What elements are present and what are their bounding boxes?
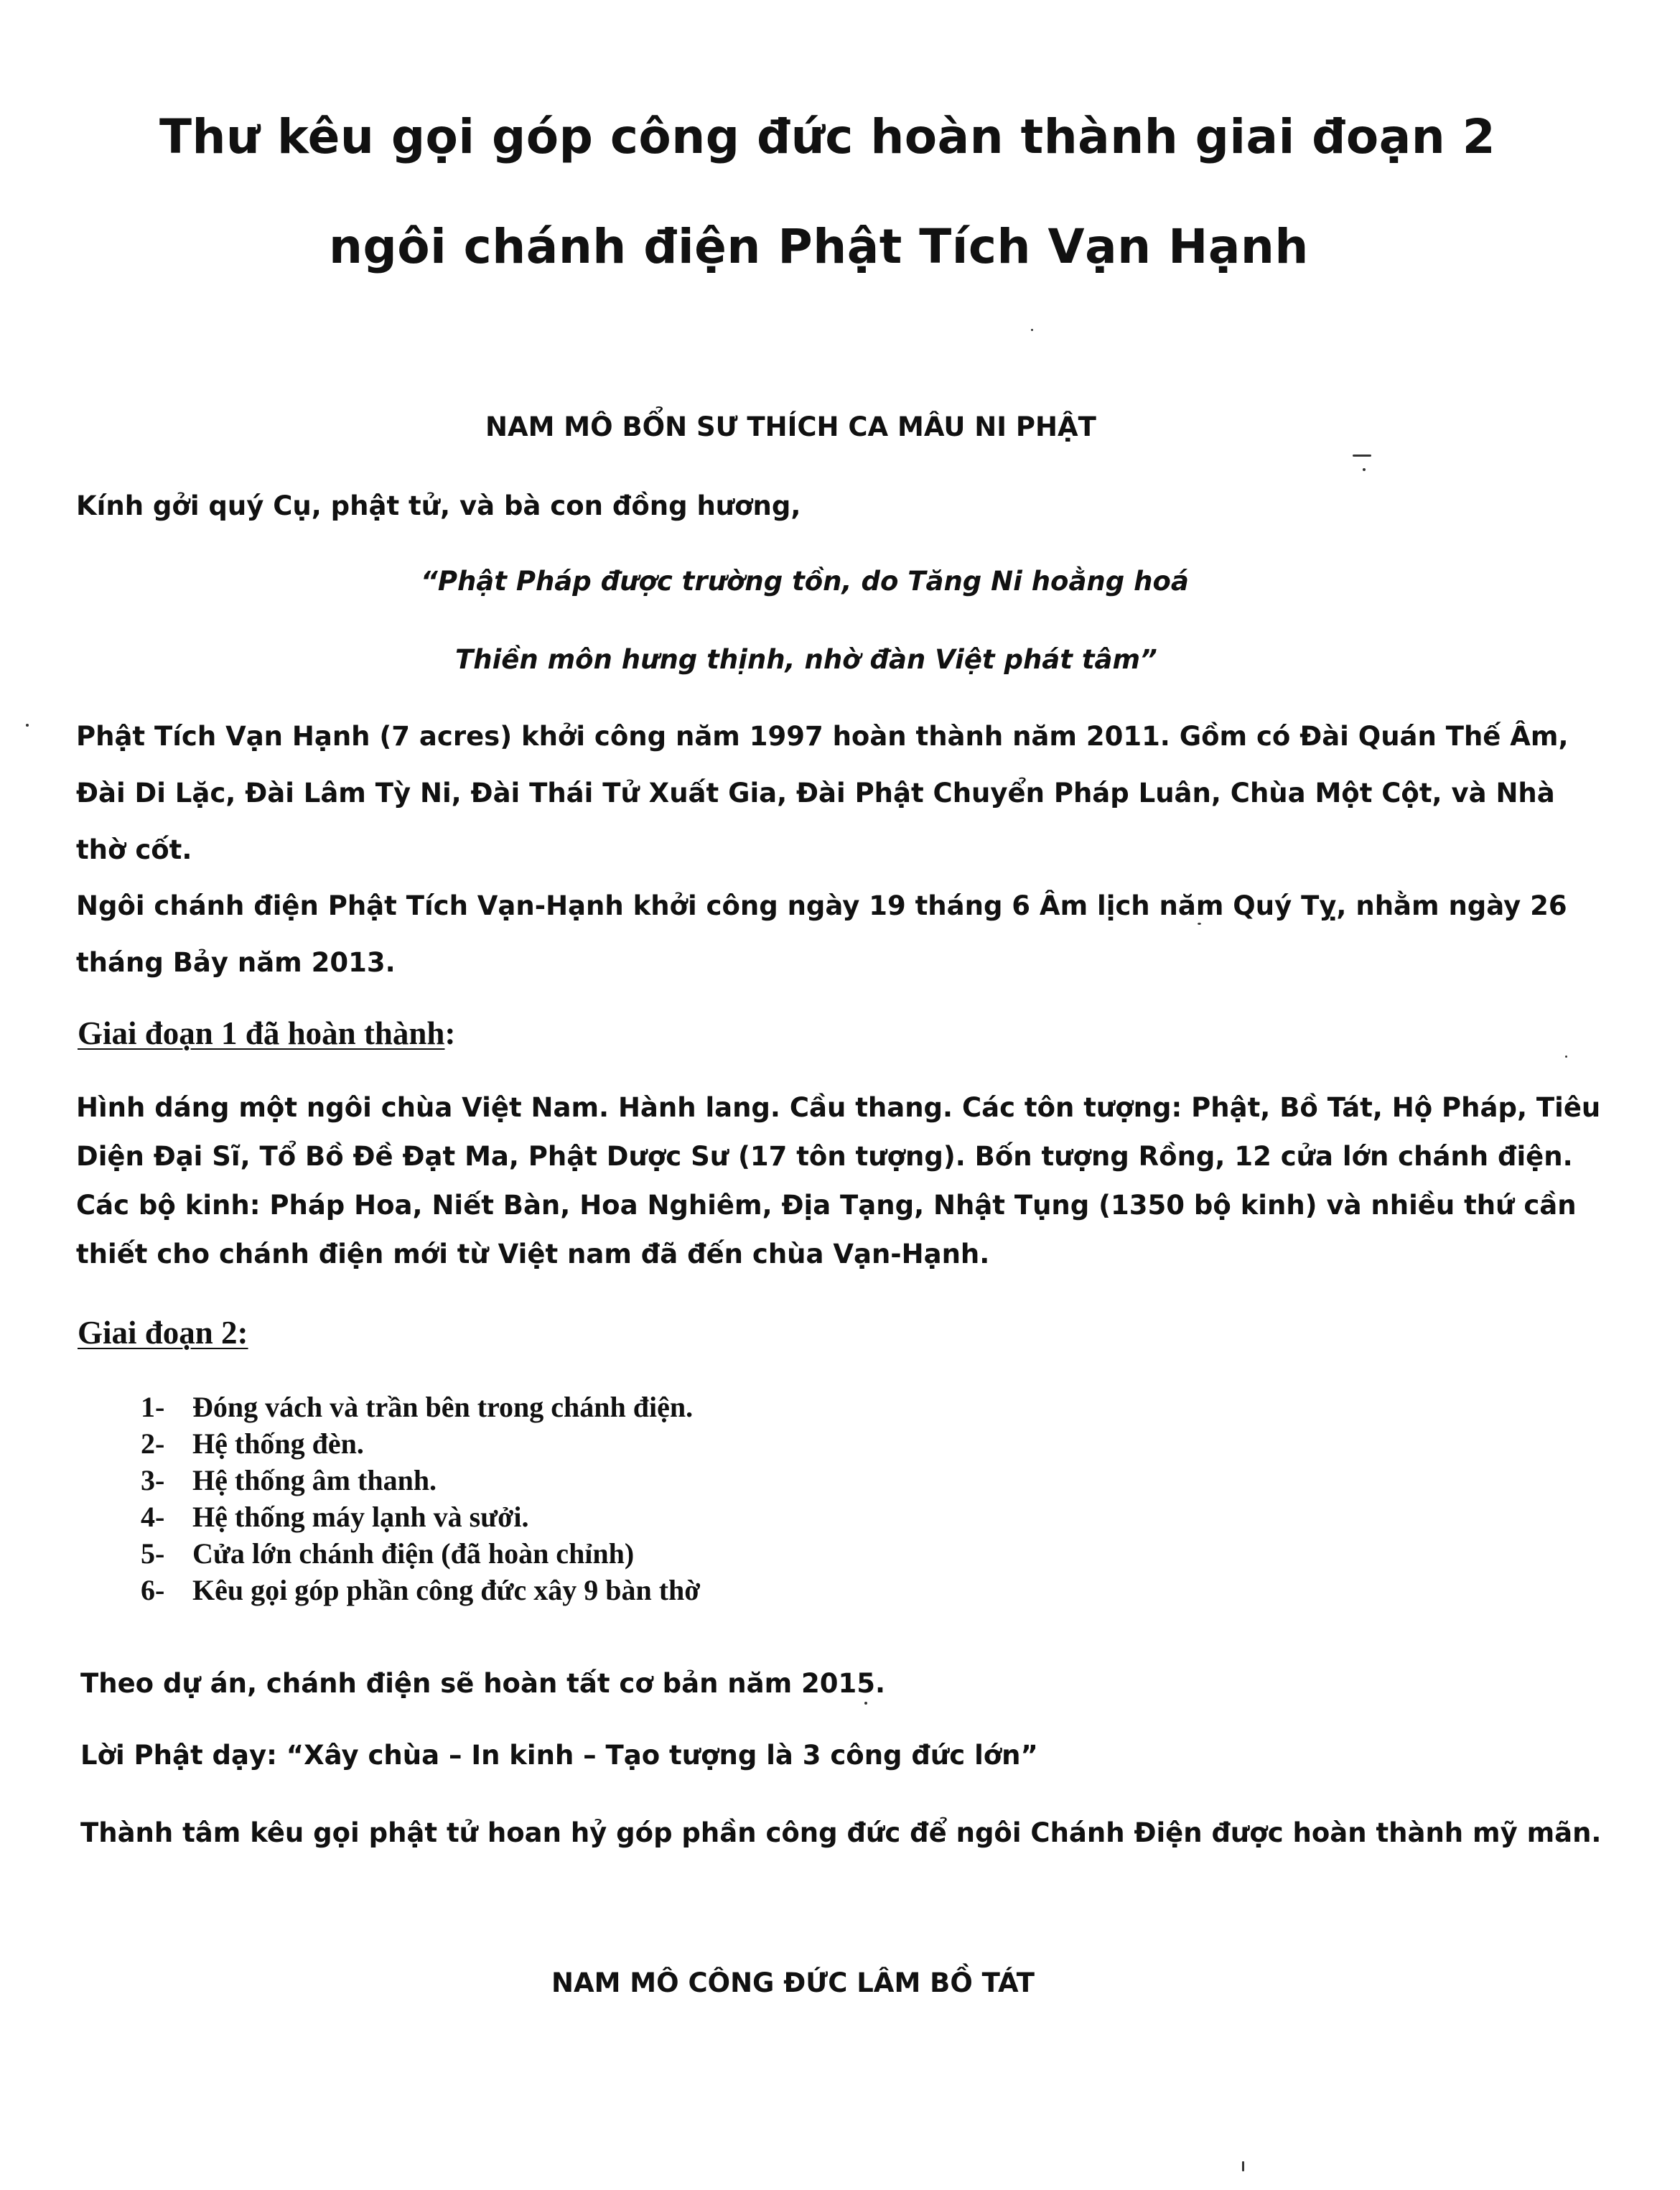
item-text: Hệ thống đèn.	[192, 1427, 364, 1460]
scan-speck	[26, 724, 29, 727]
paragraph-history-line: thờ cốt.	[76, 834, 192, 865]
phase1-line: Các bộ kinh: Pháp Hoa, Niết Bàn, Hoa Nghiêm, Địa Tạng, Nhật Tụng (1350 bộ kinh) và nhiều thứ cần	[76, 1190, 1577, 1221]
closing-appeal: Thành tâm kêu gọi phật tử hoan hỷ góp phần công đức để ngôi Chánh Điện được hoàn thành mỹ mãn.	[80, 1817, 1602, 1848]
item-text: Đóng vách và trần bên trong chánh điện.	[192, 1391, 694, 1423]
phase1-heading	[78, 1015, 455, 1052]
phase1-body	[76, 1084, 1600, 1279]
paragraph-history-line: Phật Tích Vạn Hạnh (7 acres) khởi công năm 1997 hoàn thành năm 2011. Gồm có Đài Quán Thế Âm,	[76, 721, 1569, 752]
scan-speck	[1242, 2161, 1244, 2171]
phase1-heading-colon: :	[444, 1015, 456, 1051]
invocation-bottom: NAM MÔ CÔNG ĐỨC LÂM BỒ TÁT	[551, 1967, 1035, 1998]
phase2-item	[141, 1425, 700, 1462]
scan-speck	[1031, 329, 1033, 331]
phase2-item	[141, 1389, 700, 1425]
paragraph-construction-line: Ngôi chánh điện Phật Tích Vạn-Hạnh khởi công ngày 19 tháng 6 Âm lịch năm Quý Tỵ, nhằm ngày 26	[76, 890, 1567, 921]
title-line-2: ngôi chánh điện Phật Tích Vạn Hạnh	[329, 219, 1309, 274]
paragraph-construction-line: tháng Bảy năm 2013.	[76, 947, 396, 978]
item-number: 4-	[141, 1501, 165, 1533]
item-text: Hệ thống máy lạnh và sưởi.	[192, 1501, 529, 1533]
phase2-heading: Giai đoạn 2:	[78, 1315, 248, 1351]
item-number: 3-	[141, 1464, 165, 1496]
phase2-item	[141, 1499, 700, 1535]
item-text: Hệ thống âm thanh.	[192, 1464, 437, 1496]
item-number: 2-	[141, 1427, 165, 1460]
paragraph-construction	[76, 877, 1567, 991]
phase1-line: Diện Đại Sĩ, Tổ Bồ Đề Đạt Ma, Phật Dược Sư (17 tôn tượng). Bốn tượng Rồng, 12 cửa lớn chánh điện.	[76, 1141, 1573, 1172]
phase1-line: Hình dáng một ngôi chùa Việt Nam. Hành lang. Cầu thang. Các tôn tượng: Phật, Bồ Tát, Hộ Pháp, Tiêu	[76, 1092, 1601, 1123]
phase2-item	[141, 1572, 700, 1608]
closing-buddha-saying: Lời Phật dạy: “Xây chùa – In kinh – Tạo tượng là 3 công đức lớn”	[80, 1740, 1038, 1771]
scan-speck	[864, 1702, 867, 1705]
scan-speck	[1363, 468, 1366, 471]
item-number: 6-	[141, 1574, 165, 1606]
scan-speck	[1565, 1056, 1567, 1058]
phase1-line: thiết cho chánh điện mới từ Việt nam đã đến chùa Vạn-Hạnh.	[76, 1239, 990, 1269]
phase2-item	[141, 1535, 700, 1572]
item-number: 1-	[141, 1391, 165, 1423]
closing-schedule: Theo dự án, chánh điện sẽ hoàn tất cơ bản năm 2015.	[80, 1668, 886, 1699]
phase2-item	[141, 1462, 700, 1499]
phase1-heading-text: Giai đoạn 1 đã hoàn thành	[78, 1015, 445, 1051]
invocation-top: NAM MÔ BỔN SƯ THÍCH CA MÂU NI PHẬT	[485, 411, 1096, 442]
title-line-1: Thư kêu gọi góp công đức hoàn thành giai đoạn 2	[159, 109, 1496, 164]
paragraph-history	[76, 708, 1569, 878]
scan-speck	[1198, 923, 1201, 925]
quote-line-1: “Phật Pháp được trường tồn, do Tăng Ni hoằng hoá	[421, 566, 1189, 597]
item-text: Kêu gọi góp phần công đức xây 9 bàn thờ	[192, 1574, 701, 1606]
paragraph-history-line: Đài Di Lặc, Đài Lâm Tỳ Ni, Đài Thái Tử Xuất Gia, Đài Phật Chuyển Pháp Luân, Chùa Một Cột, và Nhà	[76, 778, 1555, 809]
item-text: Cửa lớn chánh điện (đã hoàn chỉnh)	[192, 1537, 635, 1570]
scan-speck	[1353, 455, 1371, 457]
quote-line-2: Thiền môn hưng thịnh, nhờ đàn Việt phát tâm”	[455, 644, 1157, 675]
phase2-list	[141, 1389, 700, 1608]
item-number: 5-	[141, 1537, 165, 1570]
salutation: Kính gởi quý Cụ, phật tử, và bà con đồng hương,	[76, 490, 801, 521]
